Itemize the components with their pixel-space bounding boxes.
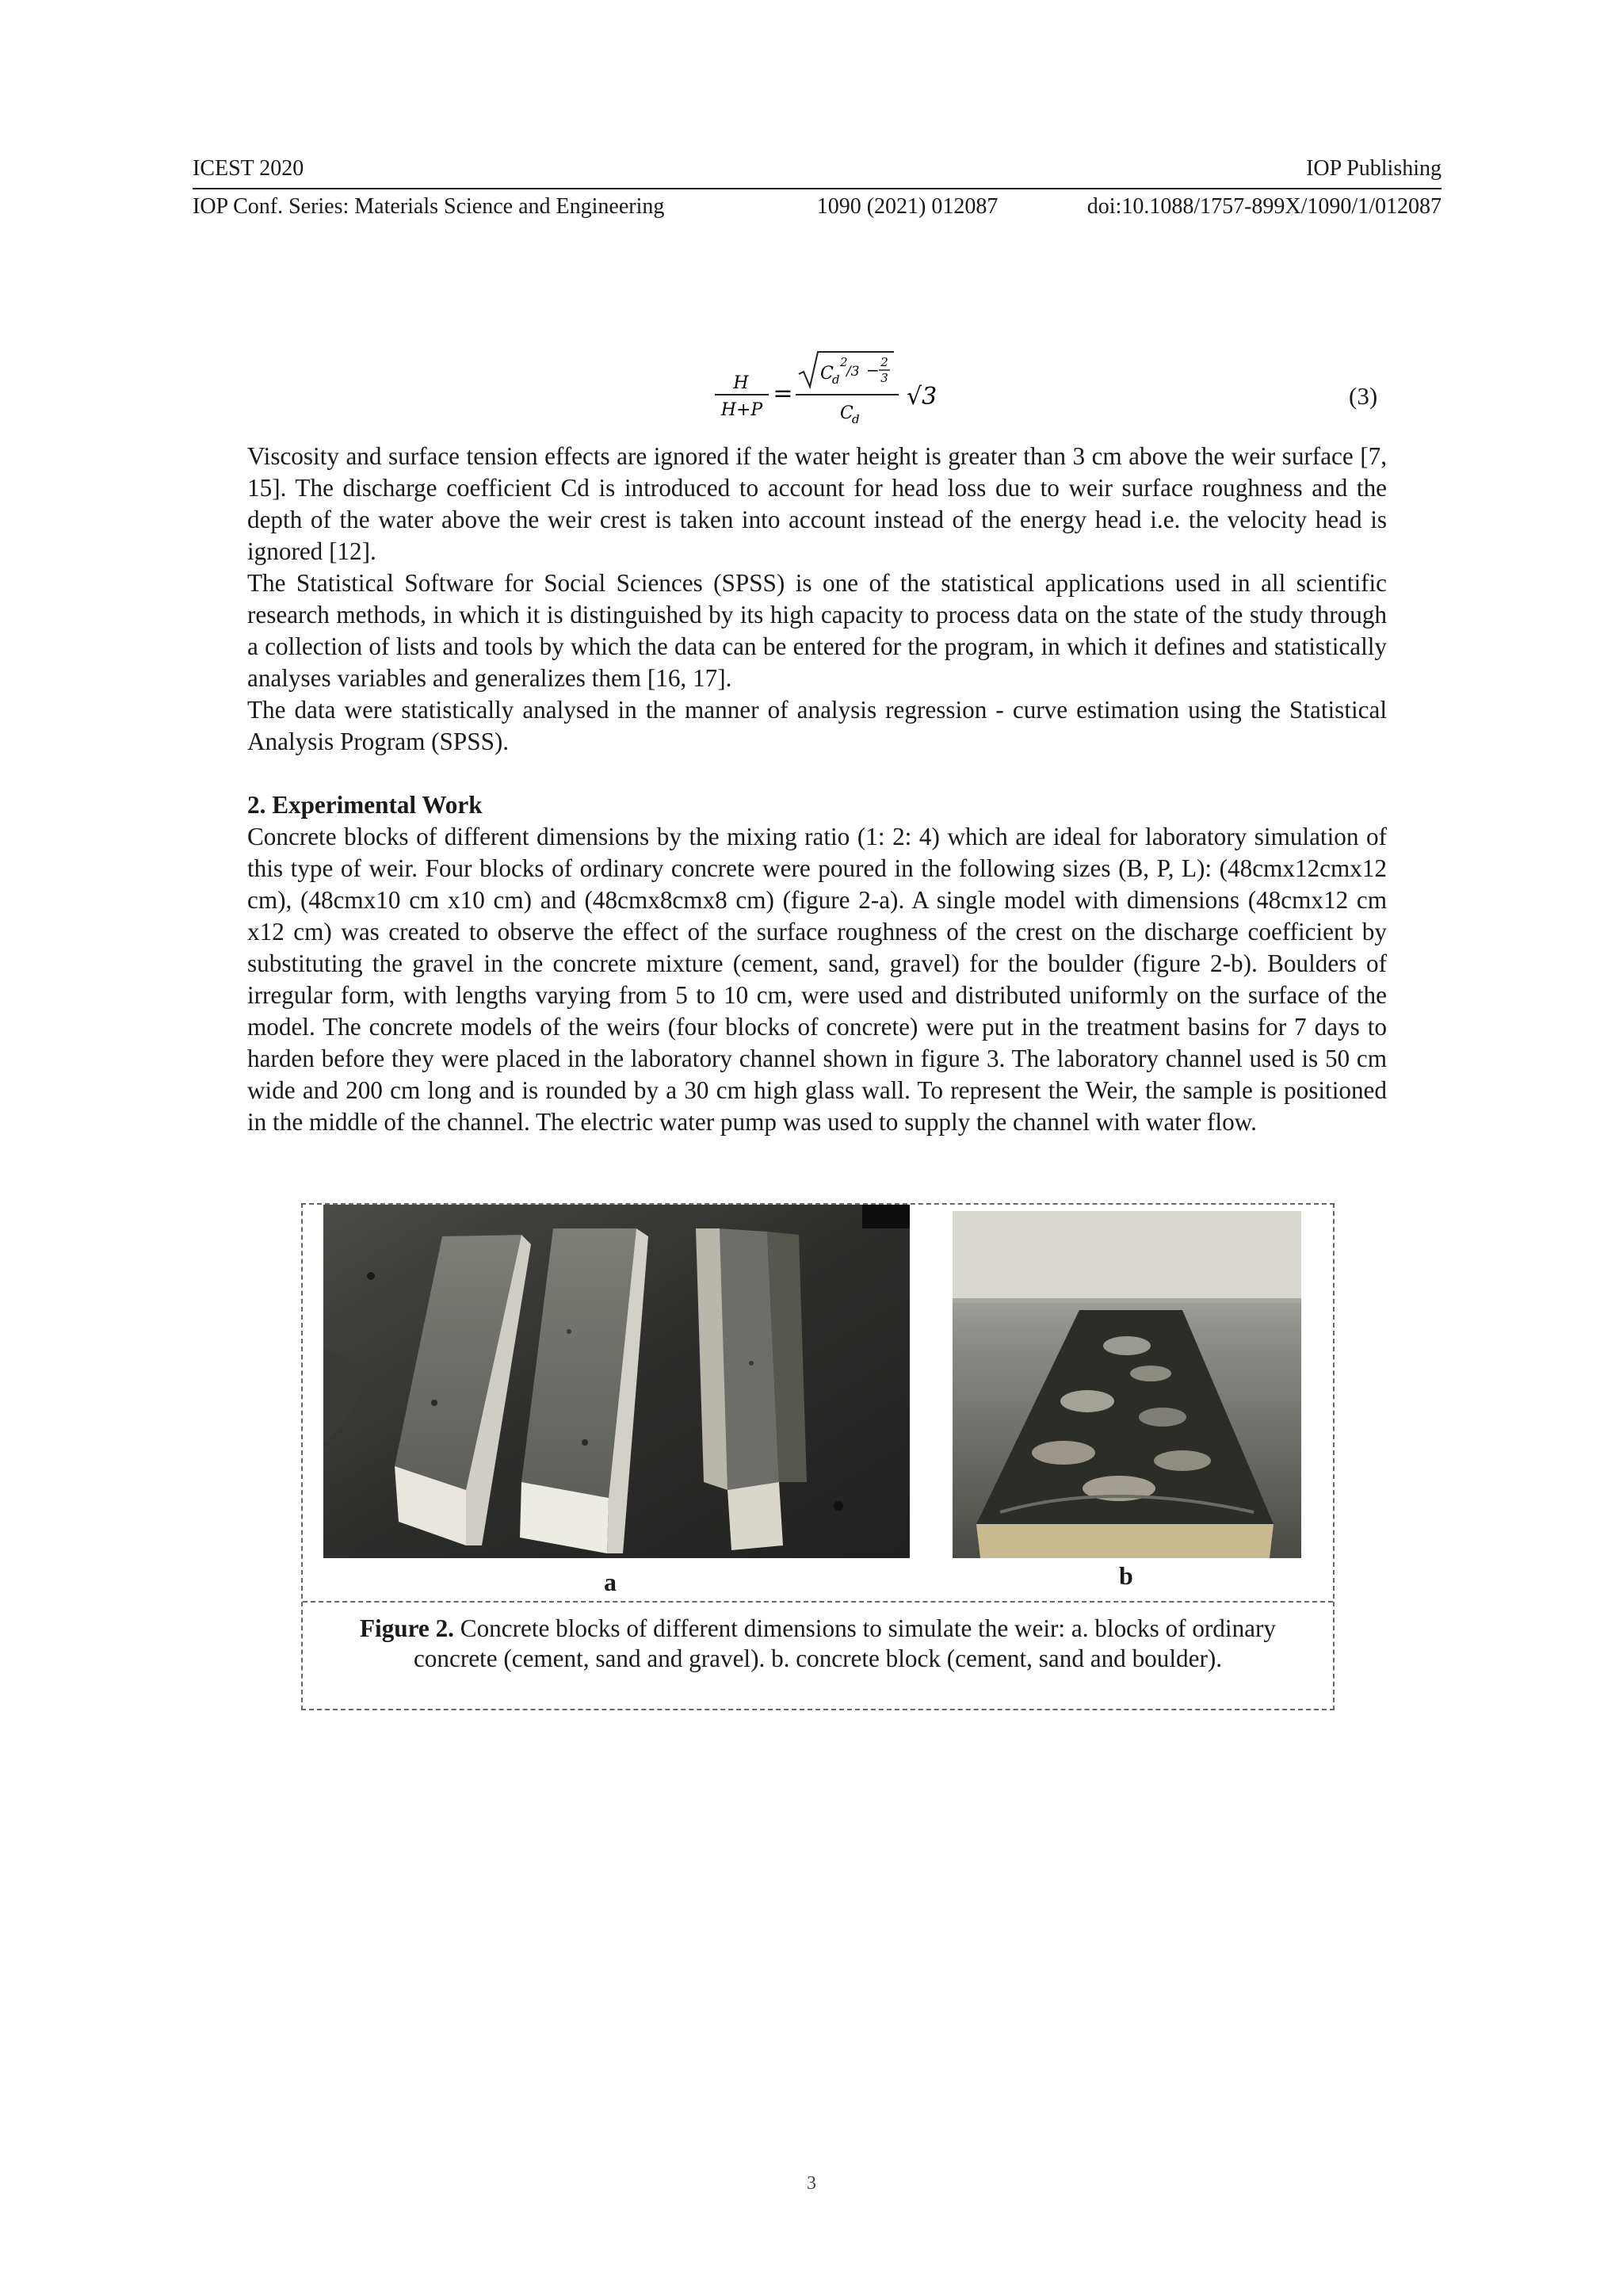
eq-lhs-denominator: H+P	[720, 400, 763, 420]
eq-lhs-numerator: H	[733, 373, 749, 393]
photo-b-svg	[953, 1211, 1301, 1558]
photo-concrete-blocks-a	[323, 1205, 910, 1558]
paragraph-viscosity: Viscosity and surface tension effects are ignored if the water height is greater than 3 cm above the weir surface [7, 15]. The discharge coefficient Cd is introduced to account for head loss due to weir surface roughness and the depth of the water above the weir crest is taken into account instead of the energy head i.e. the velocity head is ignored [12].	[247, 442, 1387, 565]
paragraph-analysis: The data were statistically analysed in the manner of analysis regression - curve estimation using the Statistical Analysis Program (SPSS).	[247, 696, 1387, 755]
eq-denominator-cd: C	[840, 403, 854, 423]
eq-exponent: 2	[840, 355, 848, 369]
eq-small-frac-den: 3	[880, 371, 888, 385]
doi-link[interactable]: doi:10.1088/1757-899X/1090/1/012087	[1086, 194, 1442, 219]
figure-2	[301, 1203, 1335, 1710]
series-title: IOP Conf. Series: Materials Science and Engineering	[193, 194, 665, 219]
eq-equals: =	[773, 380, 793, 407]
eq-small-frac-num: 2	[880, 355, 888, 369]
header-rule	[193, 188, 1442, 189]
figure-caption-text: Concrete blocks of different dimensions to simulate the weir: a. blocks of ordinary concrete (cement, sand and gravel). b. concrete block (cement, sand and boulder).	[413, 1614, 1276, 1672]
eq-denominator-cd-sub: d	[852, 412, 860, 426]
body-text	[247, 441, 1387, 1138]
running-header	[193, 155, 1442, 182]
equation-svg	[705, 346, 1038, 433]
photo-a-svg	[323, 1205, 910, 1558]
figure-label-a: a	[604, 1568, 617, 1596]
eq-slash3: /3	[846, 364, 860, 380]
conference-name: ICEST 2020	[193, 156, 304, 181]
eq-cd: C	[820, 364, 834, 384]
eq-sqrt3: √3	[907, 383, 938, 411]
figure-caption-label: Figure 2.	[360, 1614, 454, 1642]
paragraph-spss: The Statistical Software for Social Sciences (SPSS) is one of the statistical applications used in all scientific research methods, in which it is distinguished by its high capacity to process data on the state of the study through a collection of lists and tools by which the data can be entered for the program, in which it defines and statistically analyses variables and generalizes them [16, 17].	[247, 569, 1387, 692]
paragraph-experimental: Concrete blocks of different dimensions by the mixing ratio (1: 2: 4) which are ideal for laboratory simulation of this type of weir. Four blocks of ordinary concrete were poured in the following sizes (B, P, L): (48cmx12cmx12 cm), (48cmx10 cm x10 cm) and (48cmx8cmx8 cm) (figure 2-a). A single model with dimensions (48cmx12 cm x12 cm) was created to observe the effect of the surface roughness of the crest on the discharge coefficient by substituting the gravel in the concrete mixture (cement, sand, gravel) for the boulder (figure 2-b). Boulders of irregular form, with lengths varying from 5 to 10 cm, were used and distributed uniformly on the surface of the model. The concrete models of the weirs (four blocks of concrete) were put in the treatment basins for 7 days to harden before they were placed in the laboratory channel shown in figure 3. The laboratory channel used is 50 cm wide and 200 cm long and is rounded by a 30 cm high glass wall. To represent the Weir, the sample is positioned in the middle of the channel. The electric water pump was used to supply the channel with water flow.	[247, 823, 1387, 1136]
section-heading: 2. Experimental Work	[247, 791, 483, 819]
paragraph-spacer	[247, 758, 1387, 789]
figure-caption	[338, 1614, 1297, 1674]
eq-cd-sub: d	[832, 372, 840, 387]
figure-label-b: b	[1119, 1561, 1133, 1590]
photo-boulder-block-b	[953, 1211, 1301, 1558]
publisher-name: IOP Publishing	[1306, 156, 1442, 181]
figure-caption-box	[303, 1601, 1333, 1712]
volume-info: 1090 (2021) 012087	[816, 194, 999, 219]
eq-minus: −	[866, 361, 880, 380]
equation-3	[705, 346, 1038, 433]
series-line	[193, 193, 1442, 220]
equation-number: (3)	[1349, 382, 1378, 410]
page-number: 3	[807, 2173, 816, 2194]
